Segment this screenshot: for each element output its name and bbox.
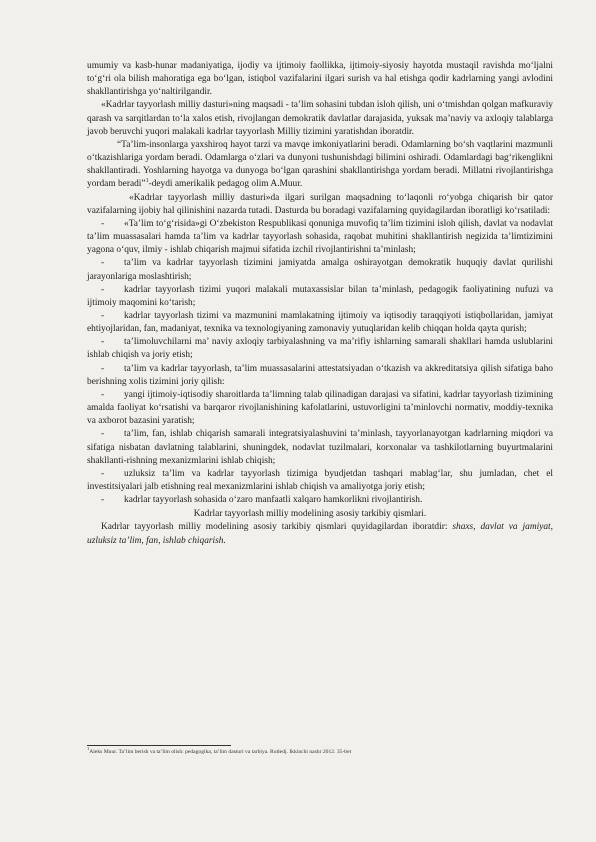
paragraph-intro: umumiy va kasb-hunar madaniyatiga, ijodiy va ijtimoiy faollikka, ijtimoiy-siyosiy hayotda mustaqil ravishda mo‘ljalni to‘g‘ri ola bilish mahoratiga ega bo‘lgan, istiqbol vazifalarini ilgari surish va hal etishga qodir kadrlarning yangi avlodini shakllantirishga yo‘naltirilgandir. (87, 61, 553, 98)
list-item (87, 389, 553, 428)
list-item-text: «Ta’lim to‘g‘risida»gi O‘zbekiston Respublikasi qonuniga muvofiq ta’lim tizimini isloh qilish, davlat va nodavlat ta’lim muassasalari hamda ta’lim va kadrlar tayyorlash sohasida, raqobat muhitini shakllantirish negizida ta’limtizimini yagona o‘quv, ilmiy - ishlab chiqarish majmui sifatida izchil rivojlantirishni ta’minlash; (87, 218, 553, 256)
list-dash: - (101, 495, 105, 506)
list-item-text: yangi ijtimoiy-iqtisodiy sharoitlarda ta’limning talab qilinadigan darajasi va sifatini, kadrlar tayyorlash tizimining amalda faoliyat ko‘rsatishi va barqaror rivojlanishining kafolatlarini, ustuvorligini ta’minlovchi normativ, moddiy-texnika va axborot bazasini yaratish; (87, 389, 553, 427)
list-item-text: kadrlar tayyorlash tizimi yuqori malakali mutaxassislar bilan ta’minlash, pedagogik faoliyatining nufuzi va ijtimoiy maqomini ko‘tarish; (87, 284, 553, 308)
list-item (87, 428, 553, 467)
list-item (87, 310, 553, 336)
list-item-text: ta’lim va kadrlar tayyorlash, ta’lim muassasalarini attestatsiyadan o‘tkazish va akkreditatsiya qilish sifatiga baho berishning xolis tizimini joriy qilish: (87, 363, 553, 387)
list-dash: - (101, 284, 105, 295)
footnote (87, 748, 553, 756)
footnote-divider (87, 745, 231, 746)
list-item-text: uzluksiz ta’lim va kadrlar tayyorlash tizimiga byudjetdan tashqari mablag‘lar, shu jumladan, chet el investitsiyalari jalb etishning real mexanizmlarini ishlab chiqish va amaliyotga joriy etish; (87, 468, 553, 492)
list-item-text: ta’lim, fan, ishlab chiqarish samarali integratsiyalashuvini ta’minlash, tayyorlanayotgan kadrlarning miqdori va sifatiga nisbatan davlatning talablarini, shuningdek, nodavlat tuzilmalari, korxonalar va tashkilotlarning buyurtmalarini shakllanti-rishning mexanizmlarini ishlab chiqish; (87, 429, 553, 466)
footnote-ref: 1 (145, 178, 149, 185)
section-heading: Kadrlar tayyorlash milliy modelining asosiy tarkibiy qismlari. (193, 509, 427, 520)
paragraph-quote (87, 139, 553, 192)
list-item-text: kadrlar tayyorlash sohasida o‘zaro manfaatli xalqaro hamkorlikni rivojlantirish. (124, 495, 423, 506)
paragraph-closing (87, 521, 553, 547)
paragraph-program-goal: «Kadrlar tayyorlash milliy dasturi»ning maqsadi - ta’lim sohasini tubdan isloh qilish, uni o‘tmishdan qolgan mafkuraviy qarash va sarqitlardan to‘la xalos etish, rivojlangan demokratik davlatlar darajasida, yuksak ma’naviy va axloqiy talablarga javob beruvchi yuqori malakali kadrlar tayyorlash Milliy tizimini yaratishdan iboratdir. (87, 100, 553, 137)
quote-text: “Ta’lim-insonlarga yaxshiroq hayot tarzi va mavqe imkoniyatlarini beradi. Odamlarning bo‘sh vaqtlarini mazmunli o‘tkazishlariga yordam beradi. Odamlarga o‘zlari va dunyoni tushunishdagi bilimini oshiradi. Odamlardagi bag‘rikenglikni shakllantiradi. Yoshlarning hayotga va dunyoga bo‘lgan qarashini shakllantirishga yordam beradi. Millatni rivojlantirishga yordam beradi” (87, 139, 553, 190)
body-text (87, 60, 553, 548)
closing-text: Kadrlar tayyorlash milliy modelining asosiy tarkibiy qismlari quyidagilardan iboratdir: (101, 522, 453, 533)
list-item-text: kadrlar tayyorlash tizimi va mazmunini mamlakatning ijtimoiy va iqtisodiy taraqqiyoti istiqbollaridan, jamiyat ehtiyojlaridan, fan, madaniyat, texnika va texnologiyaning zamonaviy yutuqlaridan kelib chiqqan holda qayta qurish; (87, 310, 553, 335)
list-item (87, 284, 553, 310)
list-dash: - (101, 218, 105, 229)
list-item (87, 336, 553, 362)
list-item (87, 494, 553, 507)
paragraph-tasks-intro: «Kadrlar tayyorlash milliy dasturi»da ilgari surilgan maqsadning to‘laqonli ro‘yobga chiqarish bir qator vazifalarning ijobiy hal qilinishini nazarda tutadi. Dasturda bu boradagi vazifalarning quyidagilardan iboratligi ko‘rsatiladi: (87, 192, 553, 216)
list-dash: - (101, 310, 105, 321)
list-item-text: ta’limoluvchilarni ma’ naviy axloqiy tarbiyalashning va ma’rifiy ishlarning samarali shakllari hamda uslublarini ishlab chiqish va joriy etish; (87, 337, 553, 361)
footnote-mark: 1 (87, 746, 90, 752)
footnote-text: Aleks Muur. Ta’lim berish va ta’lim olish: pedagogika, ta’lim dasturi va tarbiya. Rutledj. Ikkinchi nashr 2012. 35-bet (89, 749, 352, 755)
list-item-text: ta’lim va kadrlar tayyorlash tizimini jamiyatda amalga oshirayotgan demokratik huquqiy davlat qurilishi jarayonlariga moslashtirish; (87, 258, 553, 282)
list-item (87, 363, 553, 389)
list-item (87, 218, 553, 257)
list-dash: - (101, 429, 105, 440)
list-dash: - (101, 258, 105, 269)
closing-italic-text: shaxs, davlat va jamiyat, uzluksiz ta’lim, fan, ishlab chiqarish. (87, 522, 553, 546)
list-dash: - (101, 363, 105, 374)
quote-attribution: -deydi amerikalik pedagog olim A.Muur. (148, 179, 303, 190)
list-item (87, 468, 553, 494)
list-dash: - (101, 468, 105, 479)
list-dash: - (101, 389, 105, 400)
list-item (87, 257, 553, 283)
list-dash: - (101, 337, 105, 348)
